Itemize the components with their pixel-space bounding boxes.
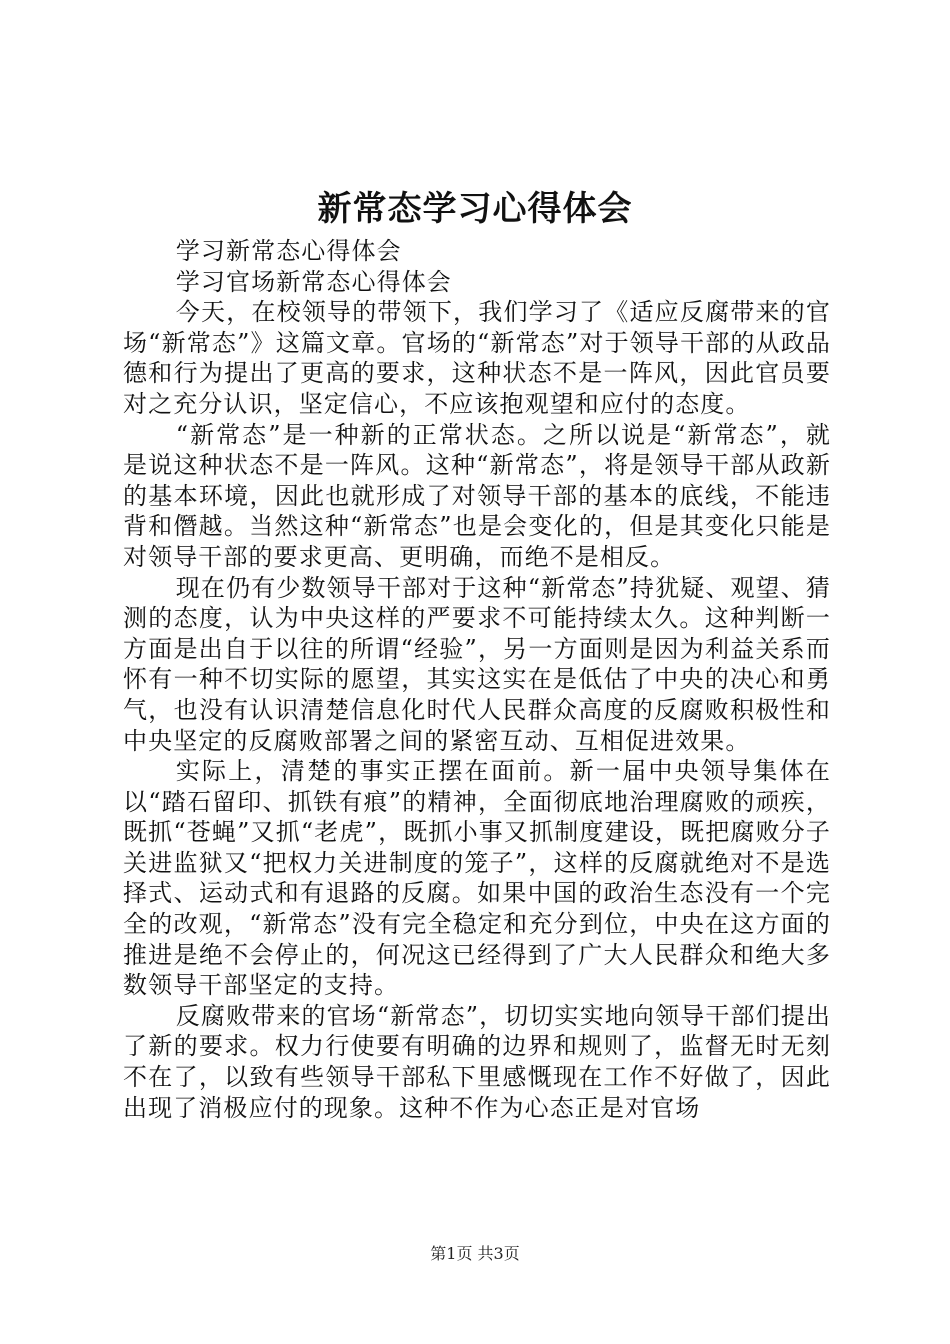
- paragraph: 现在仍有少数领导干部对于这种“新常态”持犹疑、观望、猜测的态度，认为中央这样的严要求不可能持续太久。这种判断一方面是出自于以往的所谓“经验”，另一方面则是因为利益关系而怀有一种不切实际的愿望，其实这实在是低估了中央的决心和勇气，也没有认识清楚信息化时代人民群众高度的反腐败积极性和中央坚定的反腐败部署之间的紧密互动、互相促进效果。: [123, 573, 831, 755]
- page-number: 第1页 共3页: [430, 1244, 520, 1263]
- paragraph: 今天，在校领导的带领下，我们学习了《适应反腐带来的官场“新常态”》这篇文章。官场的“新常态”对于领导干部的从政品德和行为提出了更高的要求，这种状态不是一阵风，因此官员要对之充分认识，坚定信心，不应该抱观望和应付的态度。: [123, 298, 831, 418]
- paragraph-subtitle-1: 学习新常态心得体会: [175, 237, 402, 265]
- document-body: [123, 236, 831, 1123]
- paragraph-subtitle-2: 学习官场新常态心得体会: [175, 267, 452, 296]
- paragraph: 实际上，清楚的事实正摆在面前。新一届中央领导集体在以“踏石留印、抓铁有痕”的精神，全面彻底地治理腐败的顽疾，既抓“苍蝇”又抓“老虎”，既抓小事又抓制度建设，既把腐败分子关进监狱又“把权力关进制度的笼子”，这样的反腐就绝对不是选择式、运动式和有退路的反腐。如果中国的政治生态没有一个完全的改观，“新常态”没有完全稳定和充分到位，中央在这方面的推进是绝不会停止的，何况这已经得到了广大人民群众和绝大多数领导干部坚定的支持。: [123, 757, 831, 1000]
- document-title: 新常态学习心得体会: [317, 189, 633, 229]
- paragraph: 反腐败带来的官场“新常态”，切切实实地向领导干部们提出了新的要求。权力行使要有明确的边界和规则了，监督无时无刻不在了，以致有些领导干部私下里感慨现在工作不好做了，因此出现了消极应付的现象。这种不作为心态正是对官场: [123, 1001, 831, 1122]
- paragraph: “新常态”是一种新的正常状态。之所以说是“新常态”，就是说这种状态不是一阵风。这种“新常态”，将是领导干部从政新的基本环境，因此也就形成了对领导干部的基本的底线，不能违背和僭越。当然这种“新常态”也是会变化的，但是其变化只能是对领导干部的要求更高、更明确，而绝不是相反。: [123, 420, 831, 571]
